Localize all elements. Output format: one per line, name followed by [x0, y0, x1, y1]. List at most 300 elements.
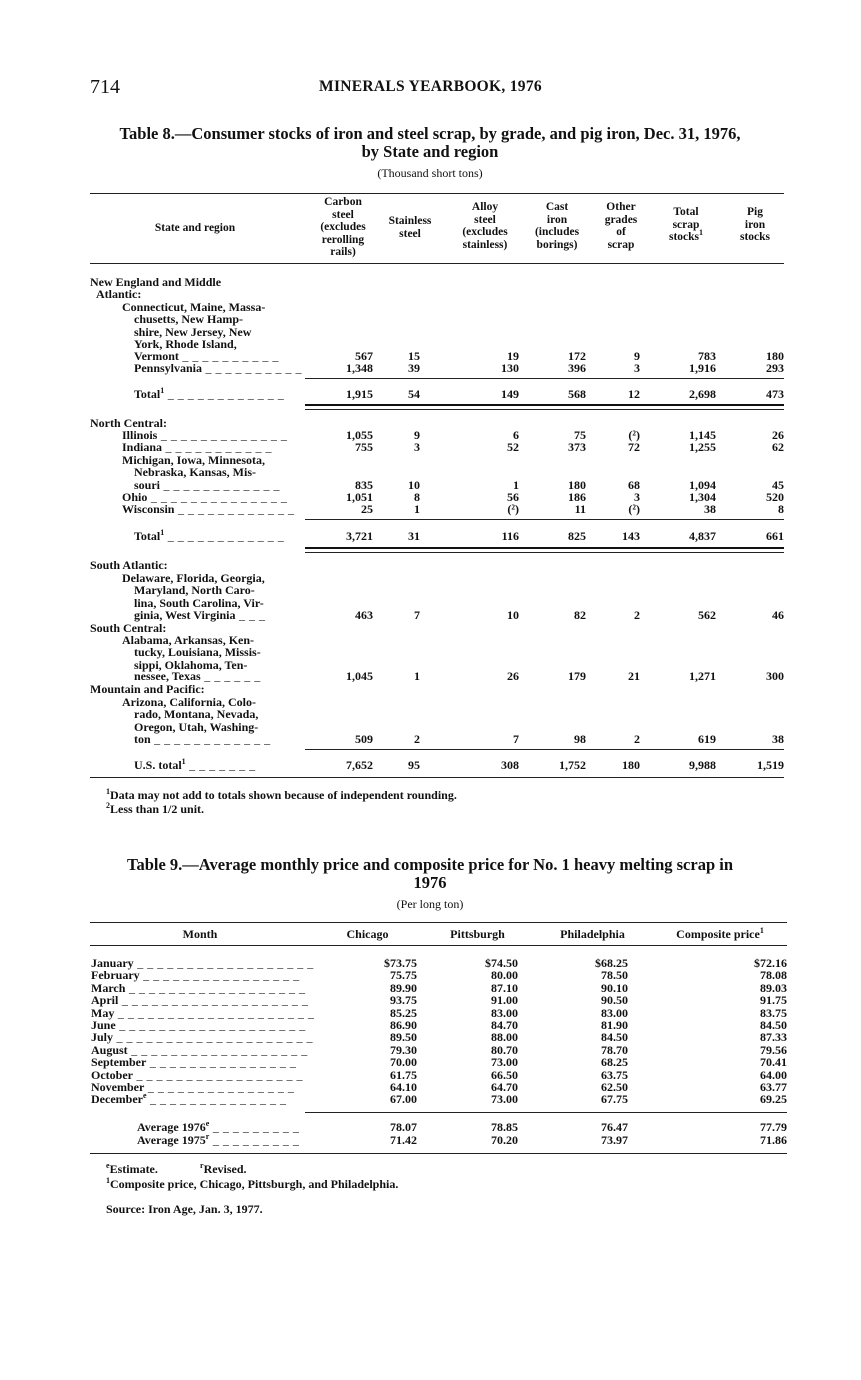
row-label-nc-total — [134, 530, 284, 542]
leader-dots: _ _ _ _ _ _ _ _ _ _ — [178, 349, 279, 363]
footnote-mark: 1 — [160, 528, 165, 537]
section-title-mountain-pacific: Mountain and Pacific: — [90, 682, 205, 696]
table9-footnote-composite-text: Composite price, Chicago, Pittsburgh, and Philadelphia. — [110, 1177, 399, 1191]
month-row-july-cell: 88.00 — [491, 1030, 518, 1045]
section-title-south-central: South Central: — [90, 621, 167, 635]
leader-dots: _ _ _ _ _ _ _ _ _ _ _ _ — [164, 387, 285, 401]
month-row-june-cell: 84.70 — [491, 1018, 518, 1032]
row-south-central-cell: 26 — [507, 669, 519, 683]
table9-header-1: Chicago — [346, 927, 389, 941]
row-pennsylvania-cell: 1,916 — [689, 361, 716, 375]
month-row-april-cell: 90.50 — [601, 993, 628, 1008]
month-row-april-label-text: April — [91, 993, 119, 1008]
row-south-atlantic-cell: 2 — [634, 608, 640, 622]
row-us-total-cell: 95 — [408, 758, 420, 772]
leader-dots: _ _ _ _ _ _ _ — [185, 758, 256, 772]
header-other-line: grades — [604, 213, 638, 226]
footnote-mark: r — [200, 1161, 204, 1170]
table9-title-line1: Table 9.—Average monthly price and composite price for No. 1 heavy melting scrap in — [126, 855, 734, 874]
row-south-atlantic-cell: 7 — [414, 608, 420, 622]
average-1976-row-cell: 77.79 — [760, 1120, 787, 1134]
row-wisconsin-cell: 38 — [704, 502, 716, 516]
ne-total-rule — [305, 404, 784, 406]
row-mountain-pacific-cell: 509 — [355, 732, 373, 746]
month-row-september-cell: 70.00 — [390, 1055, 417, 1070]
row-illinois-cell: 1,145 — [689, 428, 716, 442]
month-row-october-cell: 66.50 — [491, 1067, 518, 1082]
month-row-june-cell: 86.90 — [390, 1018, 417, 1032]
average-1976-row-label-text: Average 1976 — [137, 1120, 206, 1134]
us-subtotal-rule — [305, 749, 784, 750]
month-row-february-label-text: February — [91, 968, 140, 983]
leader-dots: _ _ _ _ _ _ _ _ _ _ _ _ _ _ — [146, 1092, 287, 1107]
average-1975-row-label-text: Average 1975 — [137, 1133, 206, 1147]
table8-header-rule — [90, 263, 784, 264]
row-nc-total-cell: 31 — [408, 529, 420, 543]
table8-footnote-2-text: Less than 1/2 unit. — [110, 802, 205, 816]
table9-source: Source: Iron Age, Jan. 3, 1977. — [106, 1202, 263, 1216]
row-label-pennsylvania — [134, 362, 302, 374]
row-nc-total-cell: 116 — [501, 529, 519, 543]
month-row-april-cell: 93.75 — [390, 993, 417, 1008]
month-row-september-label-text: September — [91, 1055, 147, 1070]
footnote-mark: 1 — [106, 1176, 110, 1185]
row-wisconsin-cell: 1 — [414, 502, 420, 516]
header-alloy-line: steel — [474, 213, 496, 226]
row-ohio-cell: 56 — [507, 490, 519, 504]
mp-group-line: rado, Montana, Nevada, — [134, 707, 259, 722]
month-row-april-cell: 91.75 — [760, 993, 787, 1008]
section-title-new-england: New England and Middle — [90, 275, 222, 289]
month-row-september-cell: 68.25 — [601, 1055, 628, 1070]
leader-dots: _ _ _ _ _ _ _ _ _ _ _ _ _ _ _ _ _ _ — [127, 1042, 308, 1057]
row-nc-total-cell: 825 — [568, 529, 586, 543]
leader-dots: _ _ _ _ _ _ _ _ _ — [209, 1133, 300, 1147]
month-row-may-cell: 85.25 — [390, 1005, 417, 1020]
table9-footnote-estimate — [106, 1162, 158, 1177]
table9-top-rule — [90, 922, 787, 923]
table8-footnote-1 — [106, 788, 457, 803]
table8-top-rule — [90, 193, 784, 194]
ne-group-line: chusetts, New Hamp- — [134, 312, 243, 327]
average-1976-row-label — [137, 1121, 299, 1133]
row-missouri-cell: 180 — [568, 478, 586, 492]
month-row-march-cell: 87.10 — [491, 980, 518, 995]
row-indiana-cell: 62 — [772, 440, 784, 454]
leader-dots: _ _ _ _ _ _ _ _ _ _ _ _ _ _ _ — [146, 1055, 297, 1070]
row-vermont-cell: 783 — [698, 349, 716, 363]
month-row-august-cell: 78.70 — [601, 1042, 628, 1057]
row-ohio-cell: 8 — [414, 490, 420, 504]
row-vermont-cell: 19 — [507, 349, 519, 363]
footnote-mark: e — [142, 1091, 147, 1101]
row-missouri-cell: 835 — [355, 478, 373, 492]
row-label-mountain-pacific-text: ton — [134, 732, 151, 746]
month-row-may-cell: 83.00 — [601, 1005, 628, 1020]
table8-title-line2: by State and region — [361, 142, 499, 161]
row-label-mountain-pacific — [134, 733, 271, 745]
ne-group-line: shire, New Jersey, New — [134, 324, 252, 339]
table9-bottom-rule — [90, 1153, 787, 1154]
row-mountain-pacific-cell: 98 — [574, 732, 586, 746]
header-other-line: of — [616, 226, 626, 238]
row-label-indiana — [122, 441, 272, 453]
average-1975-row-cell: 70.20 — [491, 1133, 518, 1147]
month-row-march-cell: 90.10 — [601, 980, 628, 995]
row-indiana-cell: 755 — [355, 440, 373, 454]
row-ohio-cell: 3 — [634, 490, 640, 504]
sa-group-line: Delaware, Florida, Georgia, — [122, 571, 265, 585]
section-title-middle-atlantic: Atlantic: — [96, 287, 142, 301]
month-row-january-cell: $74.50 — [485, 956, 518, 970]
row-nc-total-cell: 3,721 — [346, 529, 373, 543]
row-us-total-cell: 308 — [501, 758, 519, 772]
table9-unit: (Per long ton) — [396, 897, 464, 911]
table9-header-3: Philadelphia — [560, 927, 625, 941]
header-carbon-line: steel — [332, 208, 354, 221]
sa-group-line: Maryland, North Caro- — [134, 583, 255, 598]
header-cast-line: Cast — [545, 201, 569, 213]
header-carbon-line: rails) — [330, 246, 356, 258]
month-row-september-cell: 70.41 — [760, 1055, 787, 1070]
month-row-december-cell: 67.00 — [390, 1092, 417, 1107]
row-label-illinois-text: Illinois — [122, 428, 158, 442]
footnote-mark: 1 — [699, 228, 704, 238]
month-row-november-cell: 62.50 — [601, 1080, 628, 1094]
row-mountain-pacific-cell: 7 — [513, 732, 519, 746]
month-row-august-cell: 79.30 — [390, 1042, 417, 1057]
nc-total-rule — [305, 547, 784, 549]
row-vermont-cell: 567 — [355, 349, 373, 363]
month-row-july-label-text: July — [91, 1030, 114, 1045]
table9-header-2: Pittsburgh — [450, 927, 505, 941]
leader-dots: _ _ _ _ _ _ _ _ _ _ _ _ _ _ _ _ _ _ _ — [118, 993, 309, 1008]
header-alloy-line: stainless) — [462, 238, 508, 251]
leader-dots: _ _ _ _ _ _ _ _ _ _ _ _ _ _ _ — [144, 1080, 295, 1094]
header-total-line: Total — [673, 206, 699, 218]
table9-avg-rule — [305, 1112, 787, 1113]
row-south-central-cell: 1 — [414, 669, 420, 683]
header-cast-line: borings) — [536, 238, 578, 251]
month-row-january-label-text: January — [91, 956, 134, 970]
month-row-october-cell: 64.00 — [760, 1067, 787, 1082]
leader-dots: _ _ _ _ _ _ _ _ _ — [209, 1120, 300, 1134]
row-nc-total-cell: 4,837 — [689, 529, 716, 543]
footnote-mark: 2 — [106, 801, 110, 810]
leader-dots: _ _ _ _ _ _ _ _ _ _ _ _ — [160, 478, 281, 492]
nc-subtotal-rule — [305, 519, 784, 520]
row-illinois-cell: 75 — [574, 428, 586, 442]
row-wisconsin-cell: (²) — [628, 502, 640, 516]
row-label-us-total — [134, 759, 256, 771]
row-label-ohio-text: Ohio — [122, 490, 148, 504]
row-us-total-cell: 9,988 — [689, 758, 716, 772]
average-1975-row-label — [137, 1134, 299, 1146]
row-indiana-cell: 52 — [507, 440, 519, 454]
header-alloy-line: Alloy — [471, 201, 499, 213]
row-ne-total-cell: 149 — [501, 387, 519, 401]
row-ne-total-cell: 568 — [568, 387, 586, 401]
header-stainless-line: steel — [399, 227, 421, 240]
row-vermont-cell: 15 — [408, 349, 420, 363]
row-label-south-central — [134, 670, 261, 682]
month-row-august-cell: 79.56 — [760, 1042, 787, 1057]
mp-group-line: Arizona, California, Colo- — [122, 695, 256, 709]
header-total-line: scrap — [672, 218, 700, 231]
row-south-atlantic-cell: 82 — [574, 608, 586, 622]
row-pennsylvania-cell: 396 — [568, 361, 586, 375]
header-pig-line: Pig — [747, 206, 763, 218]
row-ohio-cell: 520 — [766, 490, 784, 504]
table8-bottom-rule — [90, 777, 784, 778]
row-south-central-cell: 179 — [568, 669, 586, 683]
leader-dots: _ _ _ _ _ _ _ _ _ _ _ _ — [174, 502, 295, 516]
row-label-south-atlantic-text: ginia, West Virginia — [134, 608, 236, 622]
header-carbon-line: Carbon — [324, 196, 362, 208]
row-mountain-pacific-cell: 38 — [772, 732, 784, 746]
table9-footnote-composite — [106, 1177, 398, 1192]
row-indiana-cell: 72 — [628, 440, 640, 454]
row-south-atlantic-cell: 46 — [772, 608, 784, 622]
leader-dots: _ _ _ _ _ _ _ _ _ _ _ _ _ _ _ _ _ _ — [125, 980, 306, 995]
header-pig-line: stocks — [739, 231, 771, 243]
month-row-may-label-text: May — [91, 1005, 115, 1020]
month-row-december-cell: 69.25 — [760, 1092, 787, 1107]
row-south-central-cell: 21 — [628, 669, 640, 683]
leader-dots: _ _ _ _ _ _ _ _ _ _ _ _ _ _ _ _ _ _ — [133, 956, 314, 970]
table9-footnote-revised — [200, 1162, 247, 1177]
table9-header-4: Composite price$^1$ — [676, 926, 764, 941]
row-south-atlantic-cell: 463 — [355, 608, 373, 622]
month-row-june-label-text: June — [91, 1018, 116, 1032]
header-carbon-line: rerolling — [321, 233, 365, 246]
footnote-mark: 1 — [759, 926, 764, 935]
nc-group-line: Nebraska, Kansas, Mis- — [134, 465, 257, 479]
leader-dots: _ _ _ _ _ _ _ _ _ _ _ — [162, 440, 273, 454]
row-nc-total-cell: 661 — [766, 529, 784, 543]
month-row-january-cell: $72.16 — [754, 956, 787, 970]
header-pig — [710, 206, 800, 244]
sa-group-line: lina, South Carolina, Vir- — [134, 595, 264, 610]
row-pennsylvania-cell: 1,348 — [346, 361, 373, 375]
sc-group-line: sippi, Oklahoma, Ten- — [134, 657, 248, 672]
month-row-january-cell: $68.25 — [595, 956, 628, 970]
ne-group-line: Connecticut, Maine, Massa- — [122, 300, 266, 314]
row-label-indiana-text: Indiana — [122, 440, 163, 454]
row-south-central-cell: 1,271 — [689, 669, 716, 683]
month-row-march-cell: 89.90 — [390, 980, 417, 995]
row-label-ne-total — [134, 388, 284, 400]
month-row-february-cell: 80.00 — [491, 968, 518, 983]
month-row-november-cell: 63.77 — [760, 1080, 787, 1094]
mp-group-line: Oregon, Utah, Washing- — [134, 719, 259, 734]
month-row-october-cell: 63.75 — [601, 1067, 628, 1082]
month-row-may-cell: 83.75 — [760, 1005, 787, 1020]
average-1975-row-cell: 71.42 — [390, 1133, 417, 1147]
row-label-south-central-text: nessee, Texas — [134, 669, 201, 683]
header-cast-line: (includes — [534, 226, 580, 238]
row-ne-total-cell: 1,915 — [346, 387, 373, 401]
row-us-total-cell: 1,519 — [757, 758, 784, 772]
section-title-south-atlantic: South Atlantic: — [90, 558, 168, 572]
leader-dots: _ _ _ _ _ _ _ _ _ _ — [202, 361, 303, 375]
row-label-ne-total-text: Total — [134, 387, 161, 401]
row-label-wisconsin — [122, 503, 294, 515]
row-us-total-cell: 180 — [622, 758, 640, 772]
leader-dots: _ _ _ _ _ _ _ _ _ _ _ _ _ _ _ _ _ — [132, 1067, 303, 1082]
table9-title-line2: 1976 — [413, 873, 447, 892]
ne-total-rule-2 — [305, 409, 784, 410]
footnote-mark: e — [205, 1119, 210, 1128]
table8-title-line1: Table 8.—Consumer stocks of iron and steel scrap, by grade, and pig iron, Dec. 31, 1976, — [119, 124, 741, 143]
row-pennsylvania-cell: 130 — [501, 361, 519, 375]
month-row-february-cell: 78.08 — [760, 968, 787, 983]
table8-unit: (Thousand short tons) — [377, 166, 483, 180]
row-illinois-cell: 6 — [513, 428, 519, 442]
row-label-missouri-text: souri — [134, 478, 161, 492]
row-missouri-cell: 1,094 — [689, 478, 716, 492]
row-missouri-cell: 1 — [513, 478, 519, 492]
row-label-nc-total-text: Total — [134, 529, 161, 543]
row-south-atlantic-cell: 562 — [698, 608, 716, 622]
row-indiana-cell: 3 — [414, 440, 420, 454]
row-mountain-pacific-cell: 2 — [414, 732, 420, 746]
ne-subtotal-rule — [305, 378, 784, 379]
month-row-december-label — [91, 1093, 287, 1105]
row-indiana-cell: 1,255 — [689, 440, 716, 454]
leader-dots: _ _ _ _ _ _ _ _ _ _ _ _ — [150, 732, 271, 746]
average-1976-row-cell: 78.07 — [390, 1120, 417, 1134]
leader-dots: _ _ _ _ _ _ _ _ _ _ _ _ _ _ — [147, 490, 288, 504]
row-label-us-total-text: U.S. total — [134, 758, 182, 772]
row-ohio-cell: 186 — [568, 490, 586, 504]
month-row-march-cell: 89.03 — [760, 980, 787, 995]
row-us-total-cell: 7,652 — [346, 758, 373, 772]
row-us-total-cell: 1,752 — [559, 758, 586, 772]
footnote-mark: r — [205, 1132, 210, 1141]
row-missouri-cell: 68 — [628, 478, 640, 492]
month-row-september-cell: 73.00 — [491, 1055, 518, 1070]
leader-dots: _ _ _ _ _ _ _ _ _ _ _ _ _ — [157, 428, 288, 442]
table8-footnote-1-text: Data may not add to totals shown because of independent rounding. — [110, 788, 457, 802]
month-row-june-cell: 84.50 — [760, 1018, 787, 1032]
row-illinois-cell: 9 — [414, 428, 420, 442]
row-ne-total-cell: 473 — [766, 387, 784, 401]
month-row-june-cell: 81.90 — [601, 1018, 628, 1032]
header-other-line: Other — [606, 201, 636, 213]
running-head: MINERALS YEARBOOK, 1976 — [319, 78, 542, 95]
nc-group-line: Michigan, Iowa, Minnesota, — [122, 453, 266, 467]
month-row-july-cell: 89.50 — [390, 1030, 417, 1045]
table9-footnote-estimate-text: Estimate. — [109, 1162, 158, 1176]
row-vermont-cell: 180 — [766, 349, 784, 363]
footnote-mark: 1 — [160, 386, 165, 395]
row-south-central-cell: 300 — [766, 669, 784, 683]
row-south-atlantic-cell: 10 — [507, 608, 519, 622]
row-label-south-atlantic — [134, 609, 265, 621]
section-title-north-central: North Central: — [90, 416, 167, 430]
row-indiana-cell: 373 — [568, 440, 586, 454]
row-mountain-pacific-cell: 2 — [634, 732, 640, 746]
leader-dots: _ _ _ — [235, 608, 266, 622]
header-pig-line: iron — [744, 218, 766, 231]
month-row-may-cell: 83.00 — [491, 1005, 518, 1020]
month-row-december-label-text: December — [91, 1092, 143, 1107]
month-row-january-cell: $73.75 — [384, 956, 417, 970]
row-ohio-cell: 1,051 — [346, 490, 373, 504]
month-row-december-cell: 73.00 — [491, 1092, 518, 1107]
month-row-november-cell: 64.10 — [390, 1080, 417, 1094]
row-nc-total-cell: 143 — [622, 529, 640, 543]
average-1976-row-cell: 76.47 — [601, 1120, 628, 1134]
row-missouri-cell: 10 — [408, 478, 420, 492]
month-row-october-cell: 61.75 — [390, 1067, 417, 1082]
row-ne-total-cell: 54 — [408, 387, 420, 401]
table9-header-rule — [90, 945, 787, 946]
row-wisconsin-cell: 11 — [574, 502, 586, 516]
row-illinois-cell: 26 — [772, 428, 784, 442]
row-mountain-pacific-cell: 619 — [698, 732, 716, 746]
month-row-october-label-text: October — [91, 1067, 133, 1082]
page-number: 714 — [90, 76, 120, 98]
header-carbon-line: (excludes — [320, 221, 366, 233]
row-ne-total-cell: 12 — [628, 387, 640, 401]
month-row-august-label-text: August — [91, 1042, 128, 1057]
row-pennsylvania-cell: 3 — [634, 361, 640, 375]
row-wisconsin-cell: (²) — [507, 502, 519, 516]
row-label-pennsylvania-text: Pennsylvania — [134, 361, 203, 375]
row-south-central-cell: 1,045 — [346, 669, 373, 683]
month-row-december-cell: 67.75 — [601, 1092, 628, 1107]
average-1975-row-cell: 73.97 — [601, 1133, 628, 1147]
row-ohio-cell: 1,304 — [689, 490, 716, 504]
header-other-line: scrap — [607, 238, 635, 251]
row-label-wisconsin-text: Wisconsin — [122, 502, 175, 516]
average-1975-row-cell: 71.86 — [760, 1133, 787, 1147]
table9-footnote-revised-text: Revised. — [203, 1162, 247, 1176]
leader-dots: _ _ _ _ _ _ _ _ _ _ _ _ _ _ _ _ _ _ _ — [115, 1018, 306, 1032]
leader-dots: _ _ _ _ _ _ — [200, 669, 261, 683]
sc-group-line: Alabama, Arkansas, Ken- — [122, 633, 255, 647]
month-row-november-cell: 64.70 — [491, 1080, 518, 1094]
month-row-april-cell: 91.00 — [491, 993, 518, 1008]
row-vermont-cell: 172 — [568, 349, 586, 363]
leader-dots: _ _ _ _ _ _ _ _ _ _ _ _ _ _ _ _ _ _ _ _ — [113, 1030, 314, 1045]
footnote-mark: 1 — [181, 757, 186, 766]
table8-footnote-2 — [106, 802, 204, 817]
month-row-february-cell: 75.75 — [390, 968, 417, 983]
table9-header-0: Month — [182, 927, 218, 941]
leader-dots: _ _ _ _ _ _ _ _ _ _ _ _ _ _ _ _ — [139, 968, 300, 983]
row-pennsylvania-cell: 293 — [766, 361, 784, 375]
header-stainless-line: Stainless — [388, 215, 432, 227]
row-label-vermont-text: Vermont — [134, 349, 179, 363]
row-pennsylvania-cell: 39 — [408, 361, 420, 375]
month-row-july-cell: 87.33 — [760, 1030, 787, 1045]
row-vermont-cell: 9 — [634, 349, 640, 363]
month-row-august-cell: 80.70 — [491, 1042, 518, 1057]
header-alloy-line: (excludes — [462, 226, 508, 238]
row-illinois-cell: (²) — [628, 428, 640, 442]
header-total-line: stocks$^1$ — [668, 228, 704, 243]
ne-group-line: York, Rhode Island, — [134, 336, 237, 351]
month-row-july-cell: 84.50 — [601, 1030, 628, 1045]
month-row-february-cell: 78.50 — [601, 968, 628, 983]
header-cast-line: iron — [546, 213, 568, 226]
row-ne-total-cell: 2,698 — [689, 387, 716, 401]
sc-group-line: tucky, Louisiana, Missis- — [134, 645, 261, 660]
month-row-march-label-text: March — [91, 980, 126, 995]
